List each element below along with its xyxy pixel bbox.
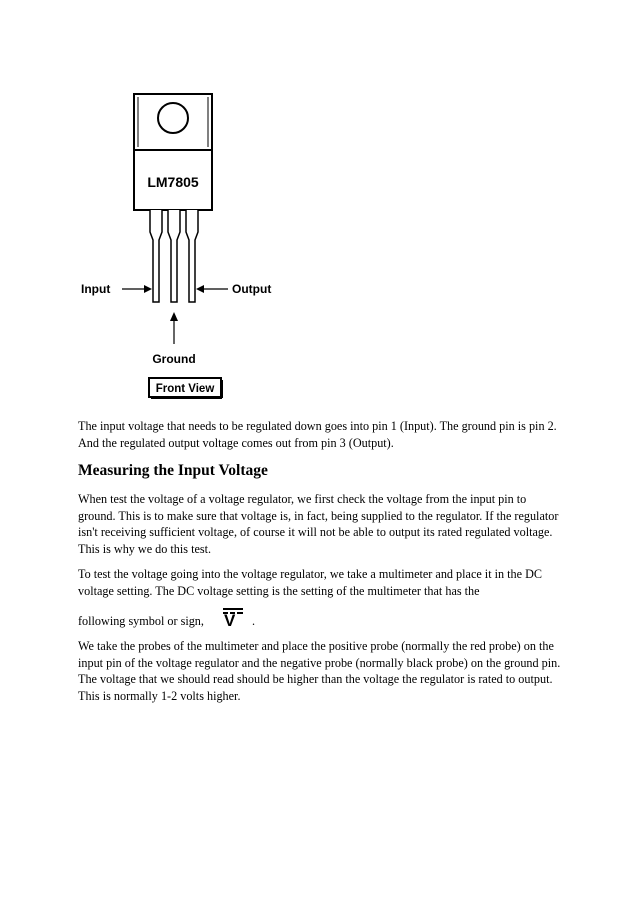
dc-setting-text: To test the voltage going into the voltage regulator, we take a multimeter and place it in the DC voltage setting. The DC voltage setting is the setting of the multimeter that has the	[78, 567, 543, 598]
section-heading: Measuring the Input Voltage	[78, 462, 268, 479]
pin-2-ground	[168, 210, 180, 302]
why-test-paragraph	[78, 491, 564, 557]
dc-setting-tail-text: following symbol or sign,	[78, 614, 204, 628]
dc-setting-tail-line	[78, 608, 564, 630]
input-arrow-icon	[144, 285, 152, 293]
part-label: LM7805	[147, 174, 199, 190]
output-arrow-icon	[196, 285, 204, 293]
lm7805-pinout-diagram	[70, 80, 290, 400]
pin-3-output	[186, 210, 198, 302]
regulator-drawing	[70, 80, 290, 400]
input-label: Input	[81, 282, 111, 296]
pins-paragraph	[78, 418, 564, 451]
dc-voltage-symbol-icon	[221, 608, 245, 628]
dc-setting-end: .	[252, 614, 256, 628]
why-test-text: When test the voltage of a voltage regulator, we first check the voltage from the input pin to ground. This is to make sure that voltage is, in fact, being supplied to the regulator. If the regulator isn't receiving sufficient voltage, of course it will not be able to output its rated regulated voltage. This is why we do this test.	[78, 492, 559, 556]
output-label: Output	[232, 282, 272, 296]
pin-1-input	[150, 210, 162, 302]
caption-text: Front View	[155, 383, 215, 395]
probes-text: We take the probes of the multimeter and place the positive probe (normally the red probe) on the input pin of the voltage regulator and the negative probe (normally black probe) on the ground pin. The voltage that we should read should be higher than the voltage the regulator is rated to output. This is normally 1-2 volts higher.	[78, 639, 561, 703]
probes-paragraph	[78, 638, 564, 704]
pins	[150, 210, 198, 302]
ground-label: Ground	[152, 352, 196, 366]
ground-arrow-icon	[170, 312, 178, 321]
mounting-hole	[158, 103, 188, 133]
dc-symbol-letter: V	[224, 611, 236, 630]
pins-text: The input voltage that needs to be regulated down goes into pin 1 (Input). The ground pin is pin 2. And the regulated output voltage comes out from pin 3 (Output).	[78, 419, 557, 450]
dc-setting-paragraph	[78, 566, 564, 630]
